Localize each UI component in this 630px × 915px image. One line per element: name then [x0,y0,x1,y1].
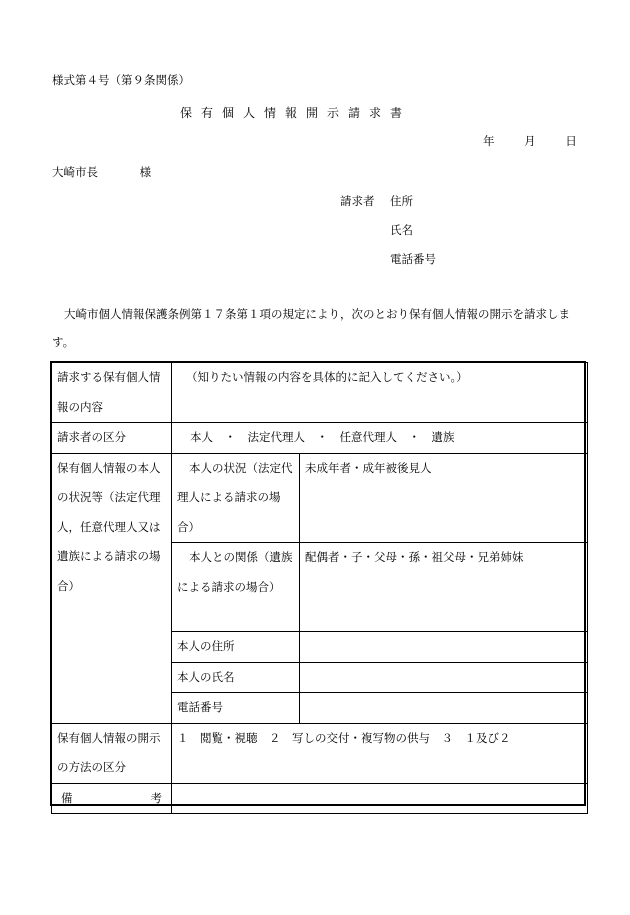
person-phone-field[interactable] [300,693,588,724]
addressee-honorific: 様 [139,165,152,179]
relation-options[interactable]: 配偶者・子・父母・孫・祖父母・兄弟姉妹 [300,543,588,632]
requester-phone-label: 電話番号 [390,252,436,266]
person-status-label: 保有個人情報の本人の状況等（法定代理人，任意代理人又は遺族による請求の場合） [52,453,172,723]
requester-name-label: 氏名 [390,223,413,237]
page-title: 保有個人情報開示請求書 [180,106,412,120]
addressee-name: 大崎市長 [52,165,98,179]
requested-info-field[interactable] [172,363,588,423]
person-name-field[interactable] [300,662,588,693]
person-name-label: 本人の氏名 [172,662,300,693]
requester-type-options[interactable]: 本人 ・ 法定代理人 ・ 任意代理人 ・ 遺族 [172,423,588,454]
remarks-label-left: 備 [61,790,73,805]
addressee [52,164,151,180]
remarks-label [52,783,172,814]
remarks-field[interactable] [172,783,588,814]
date-line [483,133,577,149]
relation-sublabel: 本人との関係（遺族による請求の場合） [172,543,300,632]
requester-type-label: 請求者の区分 [52,423,172,454]
intro-paragraph [52,300,582,356]
request-form-table [51,362,588,814]
disclosure-method-options[interactable]: １ 閲覧・視聴 ２ 写しの交付・複写物の供与 ３ １及び２ [172,723,588,783]
date-year: 年 [483,134,495,148]
person-status-options[interactable]: 未成年者・成年被後見人 [300,453,588,543]
person-address-field[interactable] [300,632,588,663]
requester-label: 請求者 [340,194,375,208]
intro-text: 大崎市個人情報保護条例第１７条第１項の規定により，次のとおり保有個人情報の開示を請求します。 [52,307,570,349]
person-phone-label: 電話番号 [172,693,300,724]
date-month: 月 [524,134,536,148]
form-number: 様式第４号（第９条関係） [52,73,190,87]
requester-address-label: 住所 [390,194,413,208]
requested-info-label: 請求する保有個人情報の内容 [52,363,172,423]
remarks-label-right: 考 [150,790,162,805]
person-address-label: 本人の住所 [172,632,300,663]
requested-info-hint: （知りたい情報の内容を具体的に記入してください。） [186,370,468,384]
person-status-sublabel: 本人の状況（法定代理人による請求の場合） [172,453,300,543]
date-day: 日 [565,134,577,148]
disclosure-method-label: 保有個人情報の開示の方法の区分 [52,723,172,783]
